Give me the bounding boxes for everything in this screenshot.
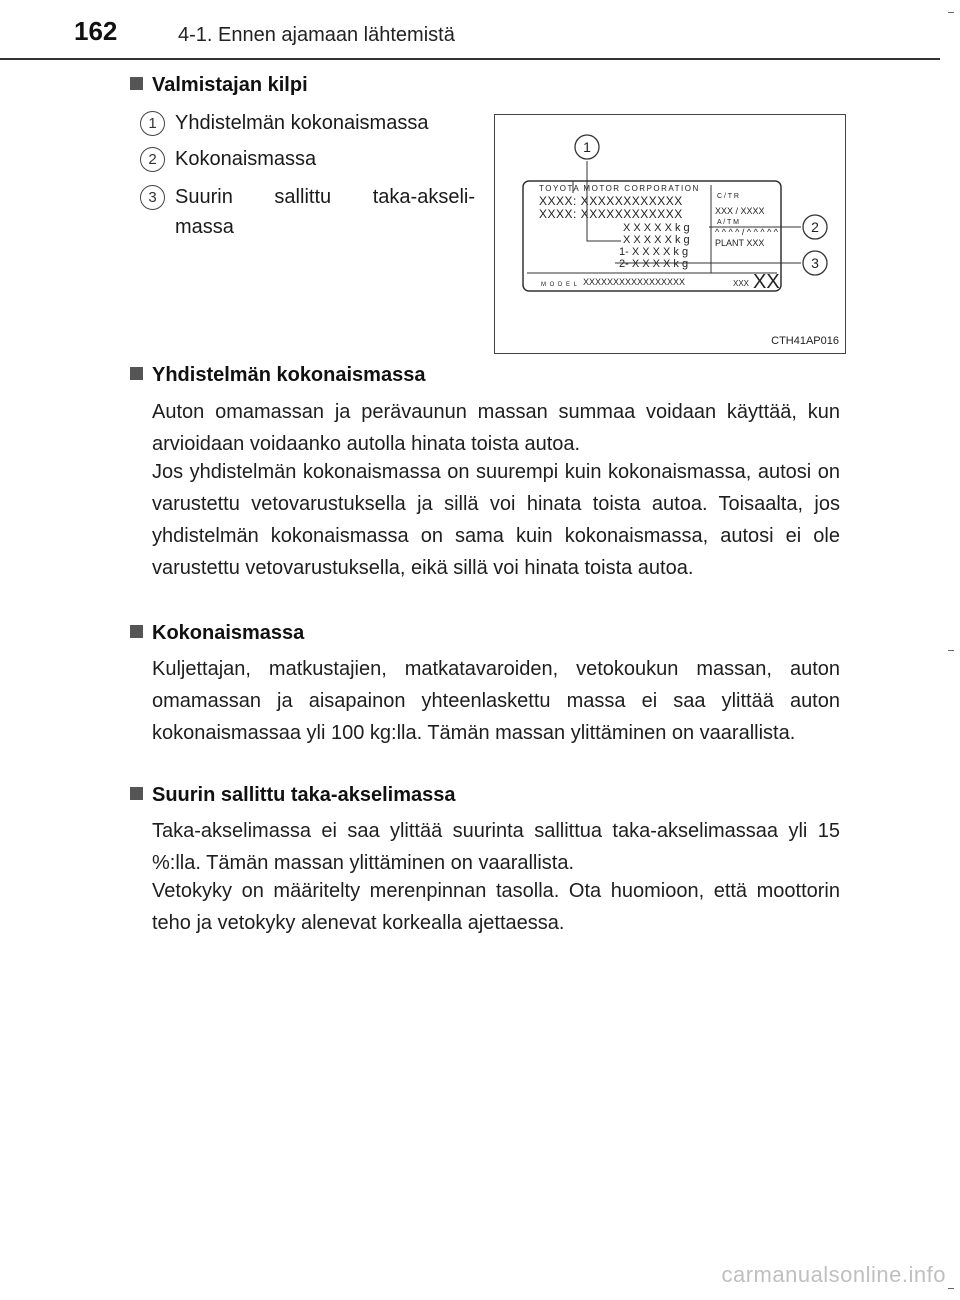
plate-carets: ^ ^ ^ ^ / ^ ^ ^ ^ ^ xyxy=(715,227,779,237)
plate-axle: 2- X X X X k g xyxy=(619,258,689,270)
edge-tick xyxy=(948,1288,954,1289)
heading-total-mass: Kokonaismassa xyxy=(130,622,304,645)
legend-text: Yhdistelmän kokonaismassa xyxy=(175,112,429,134)
legend-text: Suurin sallittu taka-akseli- xyxy=(175,186,475,208)
plate-weight: X X X X X k g xyxy=(623,234,690,246)
legend-text: Kokonaismassa xyxy=(175,148,317,170)
plate-weight: X X X X X k g xyxy=(623,222,690,234)
plate-row: XXXX: XXXXXXXXXXXX xyxy=(539,207,683,221)
square-bullet-icon xyxy=(130,367,143,380)
plate-ctr-label: C / T R xyxy=(717,193,739,200)
watermark: carmanualsonline.info xyxy=(721,1262,946,1287)
heading-rear-axle-mass: Suurin sallittu taka-akselimassa xyxy=(130,784,455,807)
legend-item xyxy=(140,108,475,138)
square-bullet-icon xyxy=(130,77,143,90)
paragraph: Jos yhdistelmän kokonaismassa on suurempi kuin kokonaismassa, autosi on varustettu vetovarustuksella ja sillä voi hinata toista autoa. Toisaalta, jos yhdistelmän kokonaismassa on sama kuin kokonaismassa, autosi ei ole varustettu vetovarustuksella, eikä sillä voi hinata toista autoa. xyxy=(152,461,840,579)
square-bullet-icon xyxy=(130,625,143,638)
manufacturer-plate-figure xyxy=(494,114,846,354)
legend-item xyxy=(140,144,475,174)
plate-plant: PLANT XXX xyxy=(715,238,765,248)
number-1-icon: 1 xyxy=(140,111,165,136)
heading-combined-mass: Yhdistelmän kokonaismassa xyxy=(130,364,425,387)
plate-title: TOYOTA MOTOR CORPORATION xyxy=(539,184,700,193)
number-3-icon: 3 xyxy=(140,185,165,210)
square-bullet-icon xyxy=(130,787,143,800)
edge-tick xyxy=(948,650,954,651)
plate-row: XXXX: XXXXXXXXXXXX xyxy=(539,194,683,208)
plate-model-suffix: XXX xyxy=(733,279,750,288)
paragraph: Taka-akselimassa ei saa ylittää suurinta sallittua taka-akselimassaa yli 15 %:lla. Tämän massan ylittäminen on vaarallista. xyxy=(152,820,840,874)
number-2-icon: 2 xyxy=(140,147,165,172)
legend-text: massa xyxy=(175,216,234,238)
callout-number: 3 xyxy=(811,255,819,271)
plate-model-value: XXXXXXXXXXXXXXXXX xyxy=(583,277,686,287)
plate-atm-label: A / T M xyxy=(717,219,739,226)
plate-model-label: M O D E L xyxy=(541,282,579,288)
paragraph: Vetokyky on määritelty merenpinnan tasolla. Ota huomioon, että moottorin teho ja vetokyky alenevat korkealla ajettaessa. xyxy=(152,880,840,934)
plate-illustration xyxy=(495,115,845,353)
plate-ctr-value: XXX / XXXX xyxy=(715,206,765,216)
paragraph: Auton omamassan ja perävaunun massan summaa voidaan käyttää, kun arvioidaan voidaanko autolla hinata toista autoa. xyxy=(152,401,840,455)
figure-code: CTH41AP016 xyxy=(771,335,839,347)
heading-manufacturer-plate: Valmistajan kilpi xyxy=(130,74,308,97)
plate-model-code: XX xyxy=(753,271,780,293)
section-title: 4-1. Ennen ajamaan lähtemistä xyxy=(178,24,455,46)
page-header xyxy=(0,0,960,58)
paragraph: Kuljettajan, matkustajien, matkatavaroiden, vetokoukun massan, auton omamassan ja aisapainon yhteenlaskettu massa ei saa ylittää auton kokonaismassaa yli 100 kg:lla. Tämän massan ylittäminen on vaarallista. xyxy=(152,658,840,744)
callout-number: 1 xyxy=(583,139,591,155)
legend-item xyxy=(140,182,475,246)
edge-tick xyxy=(948,12,954,13)
plate-axle: 1- X X X X k g xyxy=(619,246,689,258)
header-rule xyxy=(0,58,940,60)
page-number: 162 xyxy=(74,16,118,46)
callout-number: 2 xyxy=(811,219,819,235)
